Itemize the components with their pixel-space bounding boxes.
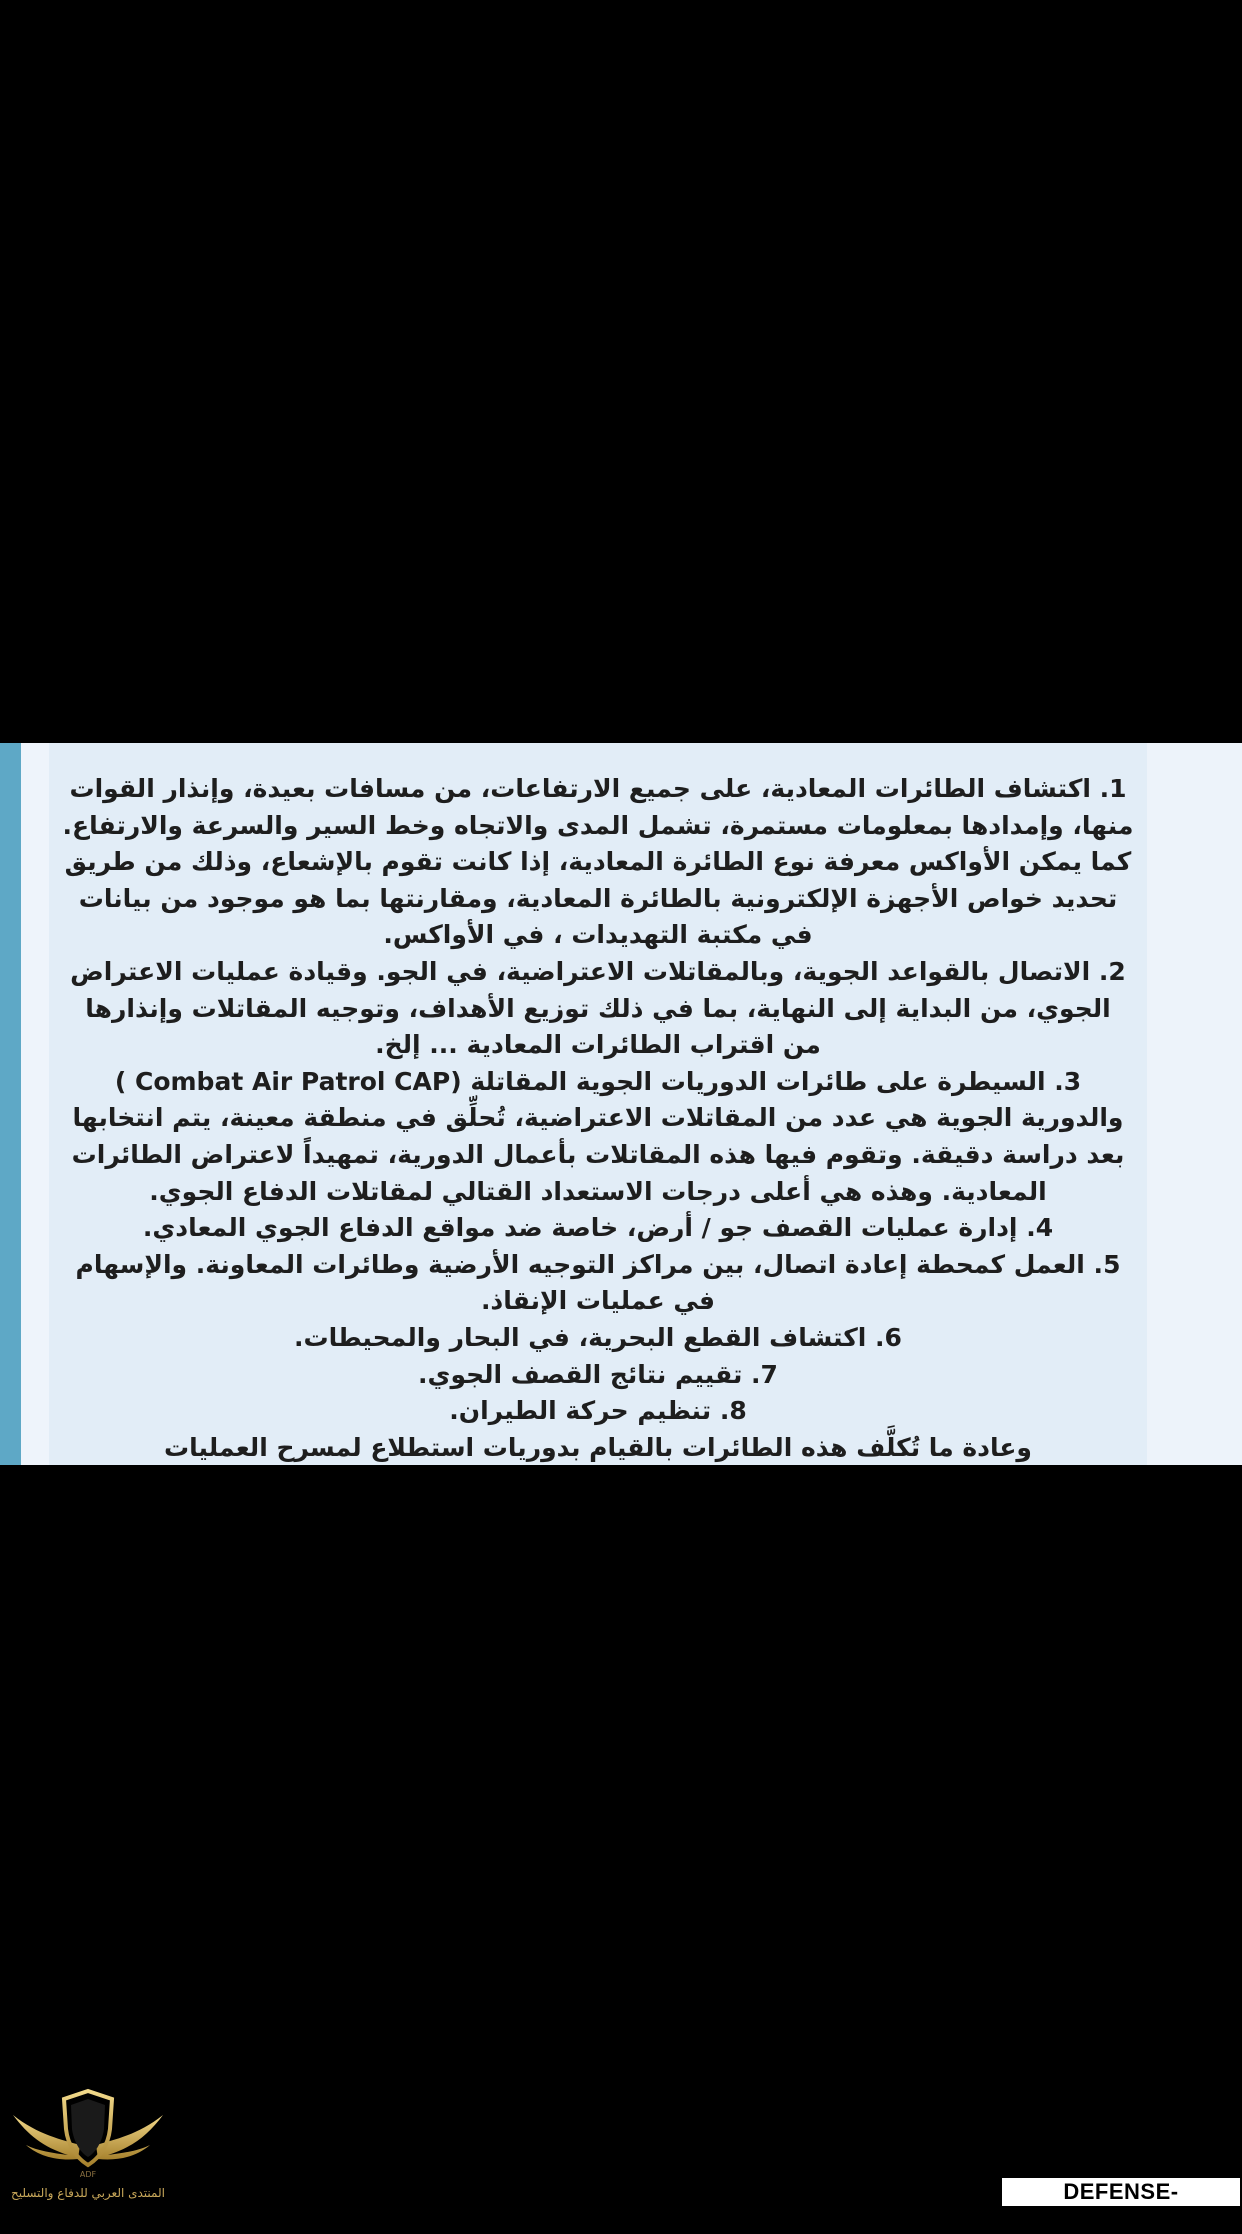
paragraph-7: 7. تقييم نتائج القصف الجوي. (418, 1359, 778, 1389)
site-watermark: DEFENSE-ARAB.COM (1002, 2178, 1240, 2206)
side-accent-bar (0, 743, 21, 1465)
logo-caption: المنتدى العربي للدفاع والتسليح (11, 2186, 165, 2200)
paragraph-8: 8. تنظيم حركة الطيران. (449, 1396, 747, 1426)
article-text (62, 771, 1134, 1466)
forum-logo (8, 2085, 168, 2205)
paragraph-5: 5. العمل كمحطة إعادة اتصال، بين مراكز التوجيه الأرضية وطائرات المعاونة. والإسهام في عمليات الإنقاذ. (75, 1249, 1121, 1316)
paragraph-2: 2. الاتصال بالقواعد الجوية، وبالمقاتلات الاعتراضية، في الجو. وقيادة عمليات الاعتراض الجوي، من البداية إلى النهاية، بما في ذلك توزيع الأهداف، وتوجيه المقاتلات وإنذارها من اقتراب الطائرات المعادية ... إلخ. (70, 956, 1126, 1060)
paragraph-3: 3. السيطرة على طائرات الدوريات الجوية المقاتلة (Combat Air Patrol CAP ) والدورية الجوية هي عدد من المقاتلات الاعتراضية، تُحلِّق في منطقة معينة، يتم انتخابها بعد دراسة دقيقة. وتقوم فيها هذه المقاتلات بأعمال الدورية، تمهيداً لاعتراض الطائرات المعادية. وهذه هي أعلى درجات الاستعداد القتالي لمقاتلات الدفاع الجوي. (71, 1066, 1125, 1206)
svg-text:ADF: ADF (79, 2170, 97, 2179)
paragraph-6: 6. اكتشاف القطع البحرية، في البحار والمحيطات. (294, 1322, 902, 1352)
paragraph-4: 4. إدارة عمليات القصف جو / أرض، خاصة ضد مواقع الدفاع الجوي المعادي. (142, 1213, 1054, 1243)
document-image (0, 743, 1242, 1465)
closing-line: وعادة ما تُكلَّف هذه الطائرات بالقيام بدوريات استطلاع لمسرح العمليات (164, 1432, 1032, 1462)
right-margin (1147, 743, 1242, 1465)
shield-wings-icon (8, 2085, 168, 2185)
paragraph-1: 1. اكتشاف الطائرات المعادية، على جميع الارتفاعات، من مسافات بعيدة، وإنذار القوات منها، وإمدادها بمعلومات مستمرة، تشمل المدى والاتجاه وخط السير والسرعة والارتفاع. كما يمكن الأواكس معرفة نوع الطائرة المعادية، إذا كانت تقوم بالإشعاع، وذلك من طريق تحديد خواص الأجهزة الإلكترونية بالطائرة المعادية، ومقارنتها بما هو موجود من بيانات في مكتبة التهديدات ، في الأواكس. (62, 774, 1134, 950)
